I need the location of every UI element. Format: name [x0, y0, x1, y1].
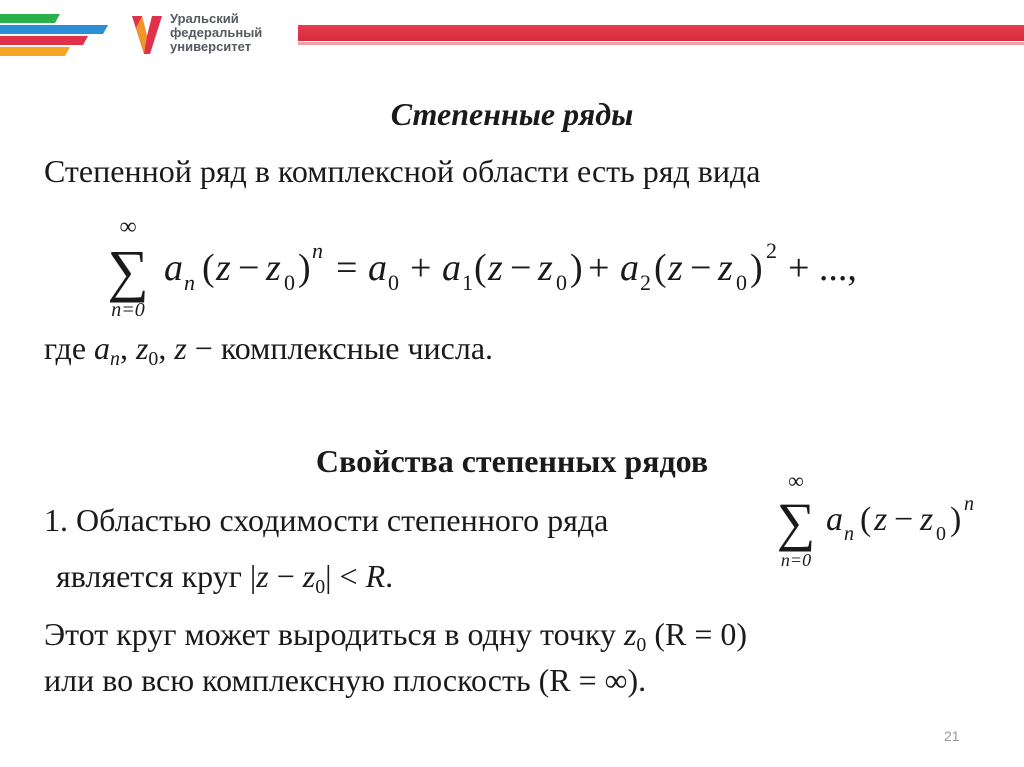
- sum-sign: ∑: [107, 238, 149, 303]
- series-tail: + ...,: [788, 247, 857, 289]
- sum-upper-limit: ∞: [119, 214, 137, 240]
- property-1-text: 1. Областью сходимости степенного ряда: [44, 502, 609, 538]
- var-z0: z: [266, 247, 281, 289]
- svg-text:n: n: [844, 523, 854, 545]
- equals-sign: =: [336, 247, 358, 289]
- svg-text:n=0: n=0: [780, 550, 812, 570]
- header-red-bar-shadow: [298, 42, 1024, 45]
- university-stripes-decoration: [0, 14, 112, 60]
- slide-title: Степенные ряды: [390, 96, 634, 132]
- var-z0: z: [135, 330, 149, 366]
- svg-text:+: +: [410, 247, 432, 289]
- logo-line-3: университет: [170, 39, 252, 54]
- a1: a: [442, 247, 461, 289]
- svg-text:(: (: [860, 501, 872, 538]
- degenerate-line-1: Этот круг может выродиться в одну точку $z_0$ (R = 0): [44, 616, 748, 656]
- a2-sub: 2: [640, 270, 651, 295]
- svg-text:−: −: [894, 501, 914, 538]
- svg-text:−: −: [238, 247, 260, 289]
- power-n: n: [312, 238, 323, 263]
- a2: a: [620, 247, 639, 289]
- a1-sub: 1: [462, 270, 473, 295]
- logo-line-1: Уральский: [170, 11, 239, 26]
- var-z0-sub: 0: [284, 270, 295, 295]
- svg-text:z: z: [874, 501, 888, 538]
- svg-text:(: (: [474, 247, 487, 289]
- svg-text:(: (: [654, 247, 667, 289]
- var-z: z: [216, 247, 231, 289]
- degenerate-line-2: или во всю комплексную плоскость (R = ∞).: [44, 662, 647, 698]
- var-z0-sub: 0: [148, 347, 159, 370]
- svg-text:(: (: [202, 247, 215, 289]
- svg-text:z: z: [718, 247, 733, 289]
- where-prefix: где: [44, 330, 95, 366]
- svg-text:∞: ∞: [788, 470, 804, 493]
- page-number: 21: [944, 728, 960, 744]
- power-series-formula: [98, 208, 938, 328]
- power-2: 2: [766, 238, 777, 263]
- properties-title: Свойства степенных рядов: [315, 443, 709, 479]
- sum-lower-limit: n=0: [111, 299, 145, 321]
- a0: a: [368, 247, 387, 289]
- header-red-bar: [298, 25, 1024, 41]
- svg-text:): ): [298, 247, 311, 289]
- svg-text:): ): [950, 501, 962, 538]
- slide-header: [0, 0, 1024, 80]
- svg-text:z: z: [538, 247, 553, 289]
- var-a: a: [94, 330, 111, 366]
- coef-a-sub: n: [184, 270, 195, 295]
- svg-text:+: +: [588, 247, 610, 289]
- property-1-circle-line: является круг $|z - z_0| < R$.: [56, 558, 394, 598]
- svg-text:z: z: [920, 501, 934, 538]
- coef-a: a: [164, 247, 183, 289]
- series-formula-small: [770, 470, 1010, 580]
- var-z: z: [174, 330, 187, 366]
- intro-text: Степенной ряд в комплексной области есть ряд вида: [44, 153, 761, 189]
- svg-text:a: a: [826, 501, 843, 538]
- logo-line-2: федеральный: [170, 25, 263, 40]
- svg-text:−: −: [690, 247, 712, 289]
- svg-text:0: 0: [736, 270, 747, 295]
- university-logo-icon: [130, 14, 164, 58]
- svg-text:z: z: [668, 247, 683, 289]
- university-logo-text: [170, 12, 262, 54]
- svg-text:): ): [570, 247, 583, 289]
- svg-text:): ): [750, 247, 763, 289]
- where-suffix: − комплексные числа.: [186, 330, 494, 366]
- a0-sub: 0: [388, 270, 399, 295]
- where-line: где $a_n$, $z_0$, z − комплексные числа.: [44, 330, 494, 370]
- svg-text:−: −: [510, 247, 532, 289]
- svg-text:0: 0: [936, 523, 946, 545]
- svg-text:0: 0: [556, 270, 567, 295]
- var-a-sub: n: [110, 347, 120, 370]
- svg-text:z: z: [488, 247, 503, 289]
- svg-text:∑: ∑: [776, 492, 816, 552]
- svg-text:n: n: [964, 493, 974, 515]
